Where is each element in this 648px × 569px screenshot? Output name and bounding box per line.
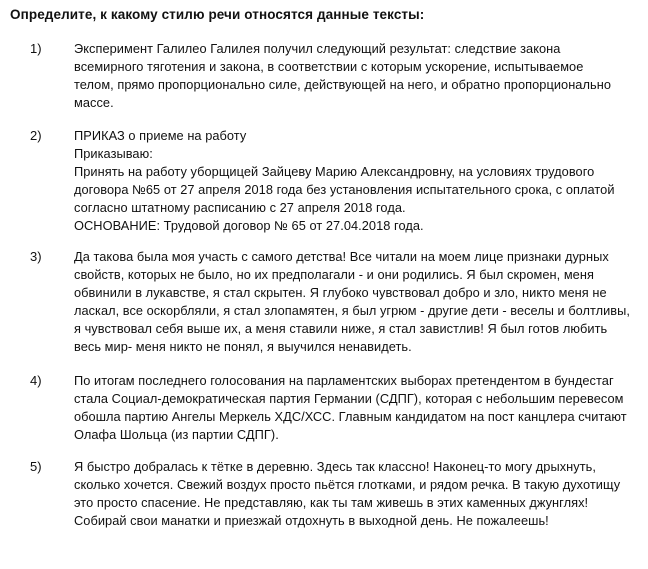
text-line: массе.: [74, 95, 114, 110]
text-line: Эксперимент Галилео Галилея получил следующий результат: следствие закона: [74, 41, 561, 56]
text-line: согласно штатному расписанию с 27 апреля 2018 года.: [74, 200, 406, 215]
item-number: 5): [30, 459, 42, 474]
item-text: [74, 248, 630, 356]
text-line: обвинили в лукавстве, я стал скрытен. Я глубоко чувствовал добро и зло, никто меня не: [74, 285, 607, 300]
text-line: Приказываю:: [74, 146, 153, 161]
text-line: телом, прямо пропорционально силе, действующей на него, и обратно пропорционально: [74, 77, 611, 92]
text-line: ОСНОВАНИЕ: Трудовой договор № 65 от 27.04.2018 года.: [74, 218, 424, 233]
item-number: 2): [30, 128, 42, 143]
text-line: я чувствовал себя выше их, а меня ставили ниже, я стал завистлив! Я был готов любить: [74, 321, 608, 336]
item-text: [74, 40, 630, 112]
text-line: По итогам последнего голосования на парламентских выборах претендентом в бундестаг: [74, 373, 614, 388]
item-number: 3): [30, 249, 42, 264]
text-line: весь мир- меня никто не понял, я выучился ненавидеть.: [74, 339, 412, 354]
text-line: свойств, которых не было, но их предполагали - и они родились. Я был скромен, меня: [74, 267, 594, 282]
item-text: [74, 458, 630, 530]
item-number: 1): [30, 41, 42, 56]
item-number: 4): [30, 373, 42, 388]
text-line: Олафа Шольца (из партии СДПГ).: [74, 427, 279, 442]
text-line: договора №65 от 27 апреля 2018 года без установления испытательного срока, с оплатой: [74, 182, 615, 197]
text-line: сколько хочется. Свежий воздух просто пьётся глотками, и рядом речка. В такую духотищу: [74, 477, 621, 492]
text-line: Я быстро добралась к тётке в деревню. Здесь так классно! Наконец-то могу дрыхнуть,: [74, 459, 596, 474]
text-line: ласкал, все оскорбляли, я стал злопамятен, я был угрюм - другие дети - веселы и болтливы,: [74, 303, 630, 318]
text-line: стала Социал-демократическая партия Германии (СДПГ), которая с небольшим перевесом: [74, 391, 624, 406]
item-text: [74, 127, 630, 235]
item-text: [74, 372, 630, 444]
task-heading: Определите, к какому стилю речи относятся данные тексты:: [10, 7, 425, 22]
text-line: Собирай свои манатки и приезжай отдохнуть в выходной день. Не пожалеешь!: [74, 513, 549, 528]
text-line: ПРИКАЗ о приеме на работу: [74, 128, 247, 143]
text-line: Да такова была моя участь с самого детства! Все читали на моем лице признаки дурных: [74, 249, 609, 264]
text-line: Принять на работу уборщицей Зайцеву Марию Александровну, на условиях трудового: [74, 164, 595, 179]
text-line: обошла партию Ангелы Меркель ХДС/ХСС. Главным кандидатом на пост канцлера считают: [74, 409, 627, 424]
text-line: это просто спасение. Не представляю, как ты там живешь в этих каменных джунглях!: [74, 495, 589, 510]
text-line: всемирного тяготения и закона, в соответствии с которым ускорение, испытываемое: [74, 59, 584, 74]
